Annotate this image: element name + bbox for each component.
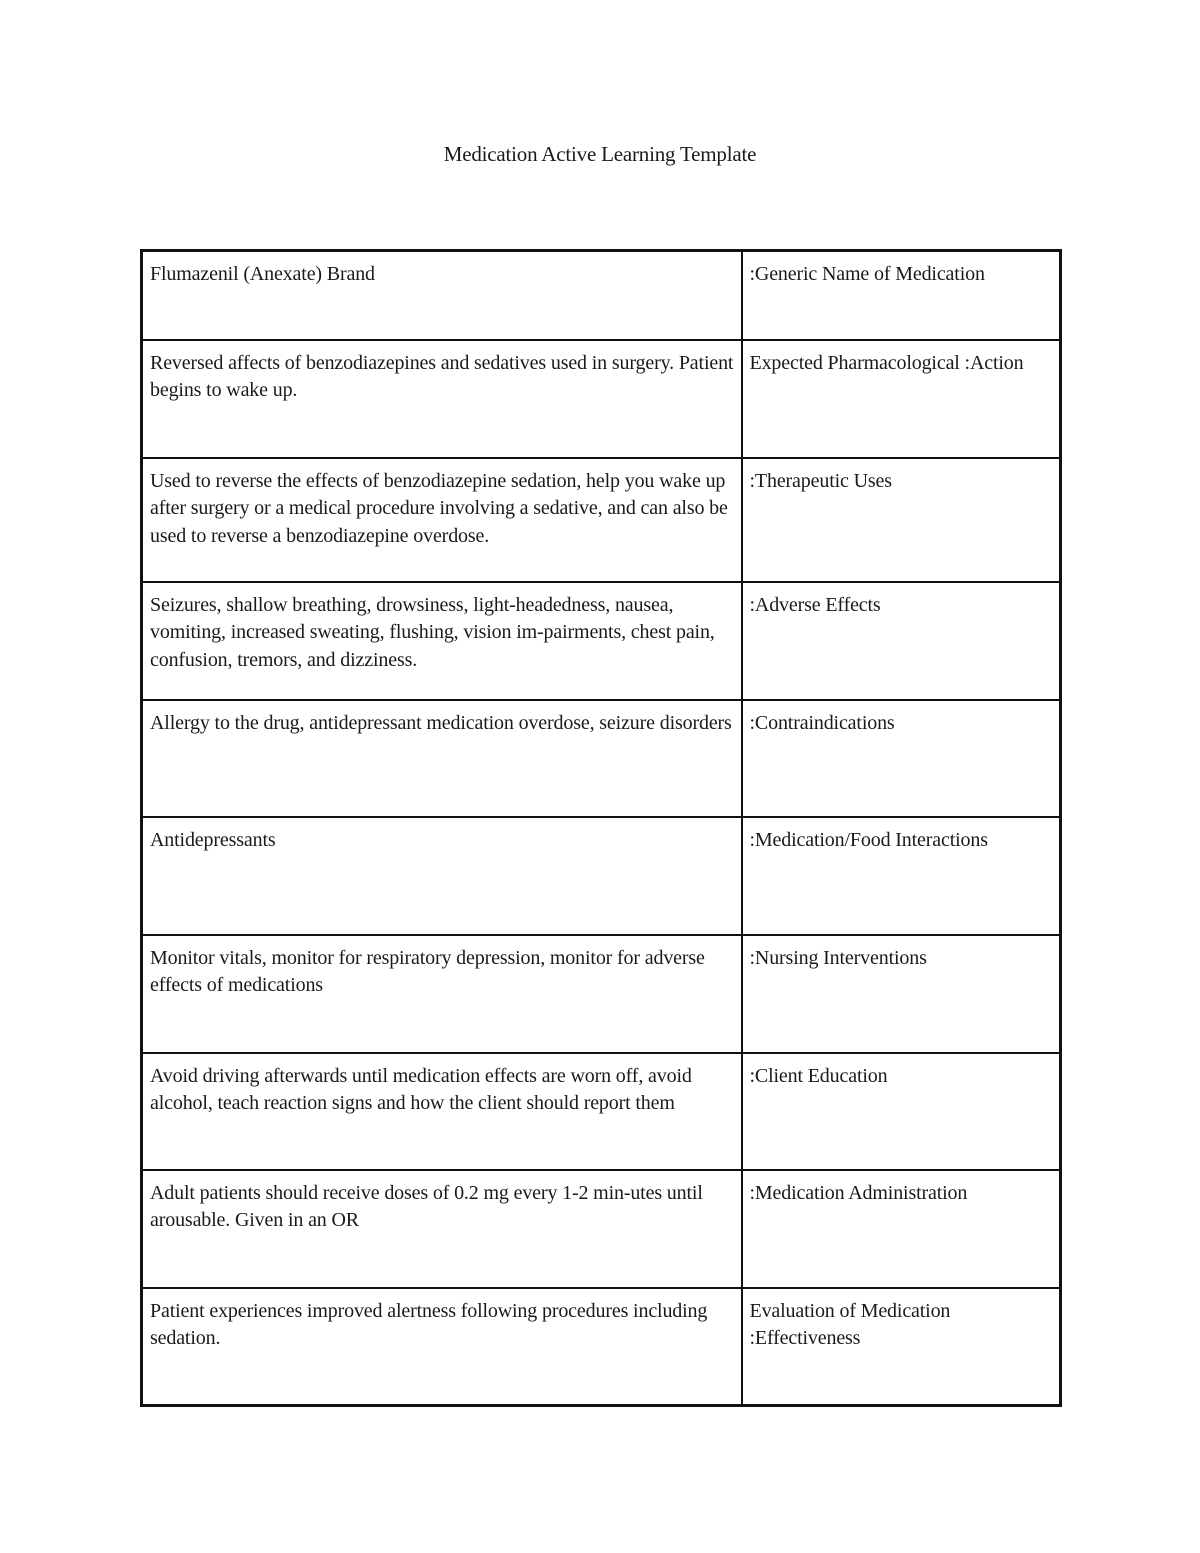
row-value: Antidepressants (142, 817, 742, 935)
table-row (142, 458, 1061, 582)
row-value: Allergy to the drug, antidepressant medication overdose, seizure disorders (142, 700, 742, 817)
row-label: :Contraindications (742, 700, 1061, 817)
row-value: Used to reverse the effects of benzodiazepine sedation, help you wake up after surgery or a medical procedure involving a sedative, and can also be used to reverse a benzodiazepine overdose. (142, 458, 742, 582)
table-row (142, 1288, 1061, 1406)
medication-table (140, 249, 1062, 1407)
row-value: Monitor vitals, monitor for respiratory depression, monitor for adverse effects of medications (142, 935, 742, 1053)
row-label: :Nursing Interventions (742, 935, 1061, 1053)
row-value: Adult patients should receive doses of 0.2 mg every 1-2 min-utes until arousable. Given in an OR (142, 1170, 742, 1288)
row-value: Seizures, shallow breathing, drowsiness, light-headedness, nausea, vomiting, increased sweating, flushing, vision im-pairments, chest pain, confusion, tremors, and dizziness. (142, 582, 742, 700)
row-label: Evaluation of Medication :Effectiveness (742, 1288, 1061, 1406)
table-row (142, 935, 1061, 1053)
row-label: Expected Pharmacological :Action (742, 340, 1061, 458)
row-value: Patient experiences improved alertness following procedures including sedation. (142, 1288, 742, 1406)
table-row (142, 582, 1061, 700)
row-label: :Therapeutic Uses (742, 458, 1061, 582)
page-title: Medication Active Learning Template (443, 142, 757, 166)
table-row (142, 1170, 1061, 1288)
table-row (142, 700, 1061, 817)
row-label: :Medication/Food Interactions (742, 817, 1061, 935)
row-label: :Adverse Effects (742, 582, 1061, 700)
table-row (142, 251, 1061, 340)
table-row (142, 340, 1061, 458)
row-value: Flumazenil (Anexate) Brand (142, 251, 742, 340)
row-value: Avoid driving afterwards until medication effects are worn off, avoid alcohol, teach reaction signs and how the client should report them (142, 1053, 742, 1170)
row-value: Reversed affects of benzodiazepines and sedatives used in surgery. Patient begins to wake up. (142, 340, 742, 458)
row-label: :Generic Name of Medication (742, 251, 1061, 340)
row-label: :Client Education (742, 1053, 1061, 1170)
row-label: :Medication Administration (742, 1170, 1061, 1288)
table-row (142, 1053, 1061, 1170)
table-row (142, 817, 1061, 935)
